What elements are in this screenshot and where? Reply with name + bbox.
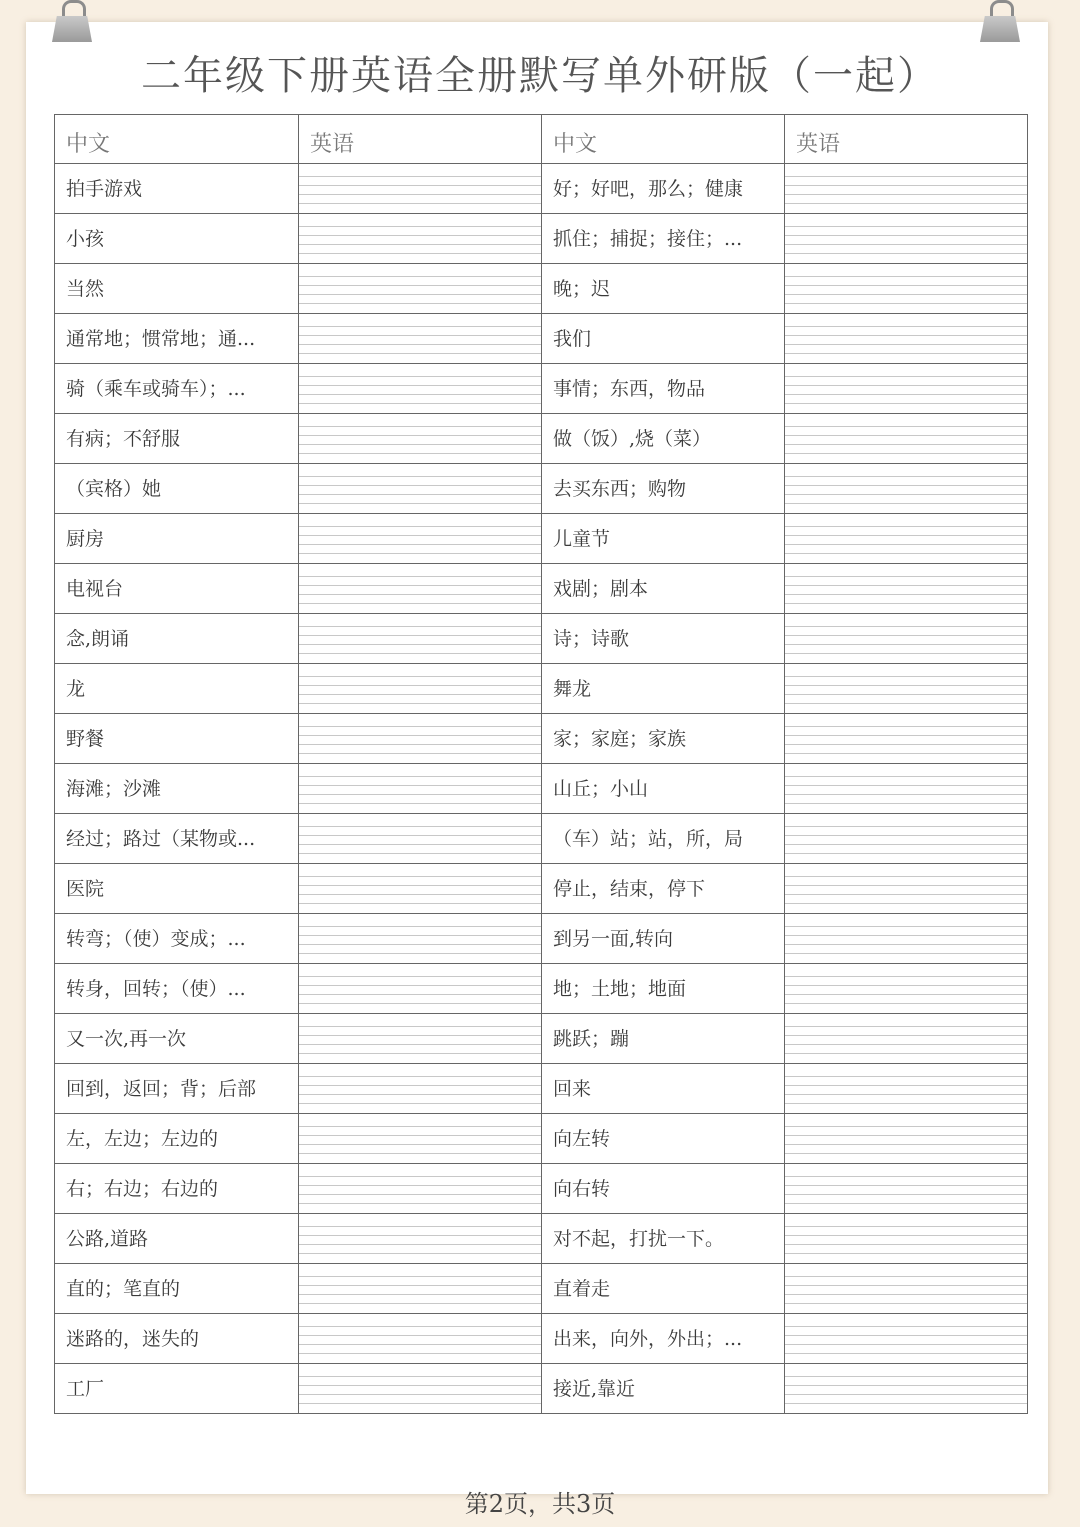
chinese-word-cell	[541, 1314, 784, 1363]
chinese-word-cell	[541, 1064, 784, 1113]
writing-lines	[299, 822, 541, 857]
english-answer-field[interactable]	[784, 714, 1027, 763]
chinese-word: 医院	[66, 878, 105, 900]
english-answer-field[interactable]	[298, 1264, 541, 1313]
writing-lines	[785, 872, 1027, 907]
writing-lines	[785, 472, 1027, 507]
chinese-word: 抓住；捕捉；接住；...	[553, 228, 743, 250]
english-answer-field[interactable]	[298, 1214, 541, 1263]
chinese-word: 诗；诗歌	[553, 628, 630, 650]
table-row	[55, 263, 1027, 313]
chinese-word: 直的；笔直的	[66, 1278, 181, 1300]
chinese-word-cell	[55, 1014, 298, 1063]
chinese-word-cell	[55, 614, 298, 663]
chinese-word-cell	[541, 914, 784, 963]
chinese-word: 向左转	[553, 1128, 611, 1150]
writing-lines	[299, 172, 541, 207]
chinese-word-cell	[55, 564, 298, 613]
chinese-word-cell	[541, 1214, 784, 1263]
chinese-word: 左，左边；左边的	[66, 1128, 219, 1150]
chinese-word-cell	[541, 964, 784, 1013]
chinese-word-cell	[55, 1064, 298, 1113]
english-answer-field[interactable]	[298, 414, 541, 463]
chinese-word-cell	[541, 814, 784, 863]
english-answer-field[interactable]	[298, 514, 541, 563]
english-answer-field[interactable]	[298, 714, 541, 763]
chinese-word: 回到，返回；背；后部	[66, 1078, 257, 1100]
table-row	[55, 1313, 1027, 1363]
table-row	[55, 1063, 1027, 1113]
chinese-word-cell	[55, 814, 298, 863]
english-answer-field[interactable]	[784, 1314, 1027, 1363]
chinese-word-cell	[55, 1364, 298, 1413]
chinese-word: 停止，结束，停下	[553, 878, 706, 900]
english-answer-field[interactable]	[784, 814, 1027, 863]
chinese-word: （车）站；站，所，局	[553, 828, 744, 850]
english-answer-field[interactable]	[784, 264, 1027, 313]
writing-lines	[785, 1022, 1027, 1057]
page-number: 第2页，共3页	[464, 1490, 616, 1518]
writing-lines	[299, 372, 541, 407]
english-answer-field[interactable]	[784, 914, 1027, 963]
chinese-word: 右；右边；右边的	[66, 1178, 219, 1200]
table-row	[55, 1113, 1027, 1163]
header-chinese-right	[541, 115, 784, 163]
chinese-word-cell	[541, 714, 784, 763]
english-answer-field[interactable]	[784, 1214, 1027, 1263]
writing-lines	[299, 922, 541, 957]
table-row	[55, 613, 1027, 663]
chinese-word: 公路,道路	[66, 1228, 149, 1250]
english-answer-field[interactable]	[298, 964, 541, 1013]
writing-lines	[785, 1372, 1027, 1407]
english-answer-field[interactable]	[784, 514, 1027, 563]
dictation-table	[54, 114, 1028, 1414]
chinese-word: 事情；东西，物品	[553, 378, 706, 400]
chinese-word: 到另一面,转向	[553, 928, 674, 950]
english-answer-field[interactable]	[298, 1014, 541, 1063]
chinese-word: 跳跃；蹦	[553, 1028, 630, 1050]
chinese-word-cell	[541, 414, 784, 463]
chinese-word-cell	[541, 1364, 784, 1413]
chinese-word-cell	[55, 514, 298, 563]
writing-lines	[299, 972, 541, 1007]
table-row	[55, 163, 1027, 213]
writing-lines	[785, 922, 1027, 957]
chinese-word-cell	[541, 314, 784, 363]
table-row	[55, 1263, 1027, 1313]
writing-lines	[299, 1172, 541, 1207]
chinese-word: 念,朗诵	[66, 628, 130, 650]
table-row	[55, 863, 1027, 913]
writing-lines	[299, 1122, 541, 1157]
chinese-word-cell	[55, 364, 298, 413]
english-answer-field[interactable]	[298, 364, 541, 413]
english-answer-field[interactable]	[298, 1064, 541, 1113]
english-answer-field[interactable]	[784, 214, 1027, 263]
header-label: 中文	[66, 132, 111, 157]
chinese-word: 好；好吧，那么；健康	[553, 178, 744, 200]
chinese-word-cell	[541, 864, 784, 913]
chinese-word: 拍手游戏	[66, 178, 143, 200]
chinese-word-cell	[541, 764, 784, 813]
english-answer-field[interactable]	[784, 564, 1027, 613]
chinese-word-cell	[541, 514, 784, 563]
table-row	[55, 963, 1027, 1013]
table-row	[55, 463, 1027, 513]
writing-lines	[299, 722, 541, 757]
writing-lines	[299, 1022, 541, 1057]
english-answer-field[interactable]	[298, 1364, 541, 1413]
writing-lines	[299, 1272, 541, 1307]
english-answer-field[interactable]	[298, 1164, 541, 1213]
writing-lines	[785, 1122, 1027, 1157]
chinese-word: 海滩；沙滩	[66, 778, 162, 800]
table-row	[55, 563, 1027, 613]
table-row	[55, 1213, 1027, 1263]
chinese-word: 地；土地；地面	[553, 978, 687, 1000]
writing-lines	[785, 672, 1027, 707]
chinese-word-cell	[541, 1114, 784, 1163]
chinese-word: 山丘；小山	[553, 778, 649, 800]
writing-lines	[299, 772, 541, 807]
table-row	[55, 1363, 1027, 1413]
chinese-word-cell	[55, 764, 298, 813]
table-row	[55, 513, 1027, 563]
writing-lines	[299, 1222, 541, 1257]
chinese-word: 对不起，打扰一下。	[553, 1228, 725, 1250]
writing-lines	[299, 672, 541, 707]
chinese-word: 回来	[553, 1078, 592, 1100]
writing-lines	[785, 1322, 1027, 1357]
chinese-word: 有病；不舒服	[66, 428, 181, 450]
writing-lines	[299, 472, 541, 507]
writing-lines	[785, 1272, 1027, 1307]
writing-lines	[785, 522, 1027, 557]
writing-lines	[785, 172, 1027, 207]
chinese-word-cell	[55, 314, 298, 363]
chinese-word-cell	[55, 714, 298, 763]
chinese-word-cell	[541, 664, 784, 713]
writing-lines	[785, 272, 1027, 307]
writing-lines	[299, 1372, 541, 1407]
chinese-word: 野餐	[66, 728, 105, 750]
writing-lines	[299, 1322, 541, 1357]
chinese-word: 做（饭）,烧（菜）	[553, 428, 712, 450]
chinese-word-cell	[55, 464, 298, 513]
chinese-word: 接近,靠近	[553, 1378, 636, 1400]
chinese-word: 家；家庭；家族	[553, 728, 687, 750]
chinese-word-cell	[55, 264, 298, 313]
chinese-word-cell	[541, 1164, 784, 1213]
writing-lines	[299, 222, 541, 257]
chinese-word-cell	[55, 414, 298, 463]
writing-lines	[785, 422, 1027, 457]
english-answer-field[interactable]	[298, 614, 541, 663]
binder-clip-icon	[980, 0, 1020, 44]
binder-clip-icon	[52, 0, 92, 44]
writing-lines	[299, 422, 541, 457]
table-header-row	[55, 115, 1027, 163]
writing-lines	[785, 372, 1027, 407]
english-answer-field[interactable]	[298, 664, 541, 713]
page-title: 二年级下册英语全册默写单外研版（一起）	[141, 53, 939, 99]
english-answer-field[interactable]	[298, 164, 541, 213]
writing-lines	[785, 622, 1027, 657]
writing-lines	[785, 1222, 1027, 1257]
header-label: 中文	[553, 132, 598, 157]
english-answer-field[interactable]	[298, 464, 541, 513]
header-english-left	[298, 115, 541, 163]
english-answer-field[interactable]	[298, 314, 541, 363]
english-answer-field[interactable]	[784, 314, 1027, 363]
writing-lines	[785, 572, 1027, 607]
english-answer-field[interactable]	[784, 764, 1027, 813]
table-row	[55, 813, 1027, 863]
chinese-word: 儿童节	[553, 528, 611, 550]
chinese-word: 出来，向外，外出；...	[553, 1328, 743, 1350]
chinese-word-cell	[541, 1264, 784, 1313]
chinese-word-cell	[55, 1264, 298, 1313]
chinese-word: 通常地；惯常地；通...	[66, 328, 256, 350]
chinese-word-cell	[55, 1214, 298, 1263]
english-answer-field[interactable]	[784, 1264, 1027, 1313]
table-row	[55, 1013, 1027, 1063]
chinese-word-cell	[55, 1114, 298, 1163]
writing-lines	[299, 322, 541, 357]
chinese-word: 晚；迟	[553, 278, 611, 300]
english-answer-field[interactable]	[298, 1114, 541, 1163]
chinese-word-cell	[541, 564, 784, 613]
writing-lines	[299, 1072, 541, 1107]
writing-lines	[785, 772, 1027, 807]
english-answer-field[interactable]	[298, 264, 541, 313]
table-row	[55, 413, 1027, 463]
chinese-word-cell	[541, 214, 784, 263]
writing-lines	[785, 722, 1027, 757]
english-answer-field[interactable]	[784, 1064, 1027, 1113]
english-answer-field[interactable]	[298, 564, 541, 613]
chinese-word-cell	[541, 164, 784, 213]
chinese-word-cell	[55, 664, 298, 713]
chinese-word-cell	[55, 164, 298, 213]
chinese-word-cell	[541, 364, 784, 413]
english-answer-field[interactable]	[784, 664, 1027, 713]
chinese-word: 经过；路过（某物或...	[66, 828, 256, 850]
table-row	[55, 363, 1027, 413]
english-answer-field[interactable]	[298, 914, 541, 963]
table-row	[55, 713, 1027, 763]
english-answer-field[interactable]	[784, 964, 1027, 1013]
writing-lines	[785, 1172, 1027, 1207]
chinese-word-cell	[541, 614, 784, 663]
chinese-word-cell	[55, 214, 298, 263]
chinese-word-cell	[55, 964, 298, 1013]
writing-lines	[785, 1072, 1027, 1107]
table-row	[55, 913, 1027, 963]
writing-lines	[299, 572, 541, 607]
writing-lines	[299, 622, 541, 657]
chinese-word: 转弯；（使）变成；...	[66, 928, 246, 950]
table-row	[55, 763, 1027, 813]
chinese-word: 当然	[66, 278, 105, 300]
writing-lines	[299, 522, 541, 557]
writing-lines	[299, 872, 541, 907]
table-row	[55, 663, 1027, 713]
chinese-word-cell	[541, 264, 784, 313]
chinese-word-cell	[541, 1014, 784, 1063]
english-answer-field[interactable]	[298, 764, 541, 813]
chinese-word: （宾格）她	[66, 478, 162, 500]
english-answer-field[interactable]	[784, 1364, 1027, 1413]
english-answer-field[interactable]	[784, 364, 1027, 413]
writing-lines	[785, 972, 1027, 1007]
chinese-word: 龙	[66, 678, 86, 700]
chinese-word: 小孩	[66, 228, 105, 250]
english-answer-field[interactable]	[784, 1164, 1027, 1213]
chinese-word-cell	[55, 1314, 298, 1363]
writing-lines	[785, 822, 1027, 857]
chinese-word: 戏剧；剧本	[553, 578, 649, 600]
chinese-word: 厨房	[66, 528, 105, 550]
chinese-word: 直着走	[553, 1278, 611, 1300]
english-answer-field[interactable]	[298, 864, 541, 913]
chinese-word-cell	[55, 914, 298, 963]
english-answer-field[interactable]	[784, 464, 1027, 513]
table-row	[55, 213, 1027, 263]
header-label: 英语	[796, 132, 841, 157]
chinese-word: 骑（乘车或骑车）；...	[66, 378, 246, 400]
chinese-word: 迷路的，迷失的	[66, 1328, 200, 1350]
chinese-word: 转身，回转；（使）...	[66, 978, 246, 1000]
english-answer-field[interactable]	[298, 214, 541, 263]
header-chinese-left	[55, 115, 298, 163]
writing-lines	[785, 322, 1027, 357]
chinese-word: 电视台	[66, 578, 124, 600]
chinese-word: 向右转	[553, 1178, 611, 1200]
chinese-word: 我们	[553, 328, 592, 350]
header-english-right	[784, 115, 1027, 163]
writing-lines	[785, 222, 1027, 257]
english-answer-field[interactable]	[784, 864, 1027, 913]
english-answer-field[interactable]	[784, 614, 1027, 663]
chinese-word: 去买东西；购物	[553, 478, 687, 500]
table-row	[55, 313, 1027, 363]
writing-lines	[299, 272, 541, 307]
chinese-word-cell	[541, 464, 784, 513]
chinese-word: 工厂	[66, 1378, 105, 1400]
header-label: 英语	[310, 132, 355, 157]
english-answer-field[interactable]	[298, 814, 541, 863]
table-row	[55, 1163, 1027, 1213]
english-answer-field[interactable]	[298, 1314, 541, 1363]
chinese-word: 又一次,再一次	[66, 1028, 187, 1050]
chinese-word-cell	[55, 864, 298, 913]
english-answer-field[interactable]	[784, 1014, 1027, 1063]
english-answer-field[interactable]	[784, 1114, 1027, 1163]
english-answer-field[interactable]	[784, 164, 1027, 213]
chinese-word-cell	[55, 1164, 298, 1213]
chinese-word: 舞龙	[553, 678, 592, 700]
english-answer-field[interactable]	[784, 414, 1027, 463]
